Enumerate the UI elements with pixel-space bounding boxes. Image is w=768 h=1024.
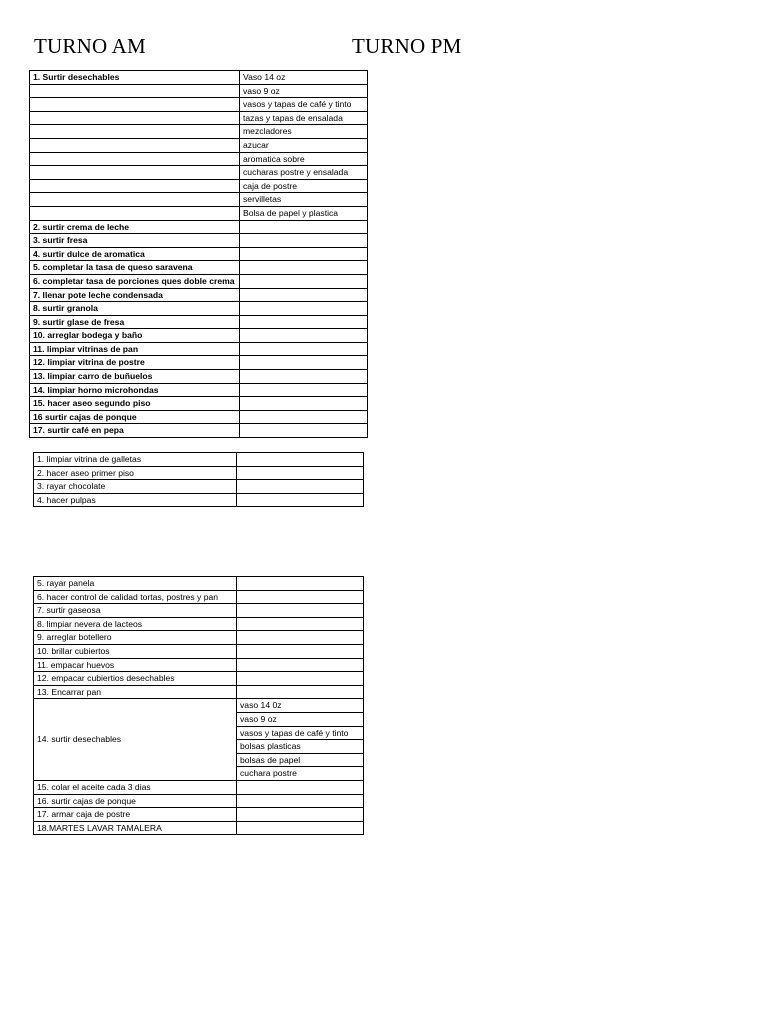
task-label: 5. completar la tasa de queso saravena [30, 261, 240, 275]
check-cell [237, 577, 364, 591]
pm-task-table-2 [33, 576, 364, 835]
task-label: 1. limpiar vitrina de galletas [34, 453, 237, 467]
table-row [34, 617, 364, 631]
check-cell [237, 685, 364, 699]
empty-cell [30, 138, 240, 152]
table-row [30, 397, 368, 411]
subitem: bolsas plasticas [237, 740, 364, 754]
check-cell [237, 644, 364, 658]
check-cell [240, 247, 368, 261]
table-row [34, 577, 364, 591]
subitem: bolsas de papel [237, 753, 364, 767]
check-cell [240, 261, 368, 275]
check-cell [240, 383, 368, 397]
task-label: 15. colar el aceite cada 3 dias [34, 780, 237, 794]
task-label: 17. surtir café en pepa [30, 424, 240, 438]
check-cell [240, 356, 368, 370]
subitem: Vaso 14 oz [240, 71, 368, 85]
check-cell [237, 480, 364, 494]
subitem: aromatica sobre [240, 152, 368, 166]
table-row [34, 480, 364, 494]
table-row [30, 329, 368, 343]
table-row [34, 604, 364, 618]
table-row [30, 111, 368, 125]
subitem: servilletas [240, 193, 368, 207]
task-label: 4. hacer pulpas [34, 493, 237, 507]
check-cell [237, 658, 364, 672]
subitem: cuchara postre [237, 767, 364, 781]
check-cell [237, 590, 364, 604]
table-row [30, 152, 368, 166]
table-row [30, 179, 368, 193]
task-label: 12. empacar cubiertios desechables [34, 672, 237, 686]
empty-cell [30, 179, 240, 193]
table-row [30, 193, 368, 207]
task-label: 10. arreglar bodega y baño [30, 329, 240, 343]
table-row [30, 206, 368, 220]
task-label: 13. Encarrar pan [34, 685, 237, 699]
table-row [30, 342, 368, 356]
task-label: 7. surtir gaseosa [34, 604, 237, 618]
table-row [34, 644, 364, 658]
empty-cell [30, 98, 240, 112]
task-label: 9. arreglar botellero [34, 631, 237, 645]
table-row [34, 780, 364, 794]
task-label: 11. limpiar vitrinas de pan [30, 342, 240, 356]
task-label: 15. hacer aseo segundo piso [30, 397, 240, 411]
check-cell [240, 315, 368, 329]
check-cell [240, 220, 368, 234]
task-label: 16 surtir cajas de ponque [30, 410, 240, 424]
check-cell [237, 493, 364, 507]
table-row [30, 98, 368, 112]
empty-cell [30, 84, 240, 98]
table-row [30, 71, 368, 85]
check-cell [237, 808, 364, 822]
task-label: 16. surtir cajas de ponque [34, 794, 237, 808]
table-row [34, 685, 364, 699]
table-row [30, 315, 368, 329]
table-row [30, 302, 368, 316]
table-row [30, 424, 368, 438]
task-label: 2. hacer aseo primer piso [34, 466, 237, 480]
check-cell [240, 329, 368, 343]
subitem: vasos y tapas de café y tinto [240, 98, 368, 112]
check-cell [240, 274, 368, 288]
subitem: vaso 9 oz [240, 84, 368, 98]
task-label: 10. brillar cubiertos [34, 644, 237, 658]
table-row [34, 672, 364, 686]
am-task-table [29, 70, 368, 438]
task-label: 8. limpiar nevera de lacteos [34, 617, 237, 631]
task-label: 17. armar caja de postre [34, 808, 237, 822]
subitem: azucar [240, 138, 368, 152]
table-row [30, 125, 368, 139]
table-row [30, 84, 368, 98]
table-row [30, 288, 368, 302]
check-cell [237, 794, 364, 808]
task-label: 12. limpiar vitrina de postre [30, 356, 240, 370]
task-label: 8. surtir granola [30, 302, 240, 316]
check-cell [237, 453, 364, 467]
check-cell [237, 604, 364, 618]
subitem: mezcladores [240, 125, 368, 139]
subitem: cucharas postre y ensalada [240, 166, 368, 180]
task-label: 14. surtir desechables [34, 699, 237, 781]
table-row [30, 138, 368, 152]
task-label: 11. empacar huevos [34, 658, 237, 672]
subitem: vaso 14 0z [237, 699, 364, 713]
task-label: 13. limpiar carro de buñuelos [30, 370, 240, 384]
check-cell [237, 780, 364, 794]
check-cell [240, 370, 368, 384]
table-row [34, 821, 364, 835]
empty-cell [30, 166, 240, 180]
task-label: 6. hacer control de calidad tortas, postres y pan [34, 590, 237, 604]
task-label: 5. rayar panela [34, 577, 237, 591]
task-label: 3. rayar chocolate [34, 480, 237, 494]
table-row [30, 234, 368, 248]
table-row [34, 794, 364, 808]
check-cell [237, 466, 364, 480]
pm-task-table-1 [33, 452, 364, 507]
table-row [34, 590, 364, 604]
task-label: 18.MARTES LAVAR TAMALERA [34, 821, 237, 835]
table-row [34, 699, 364, 713]
check-cell [237, 617, 364, 631]
table-row [34, 808, 364, 822]
empty-cell [30, 152, 240, 166]
task-label: 4. surtir dulce de aromatica [30, 247, 240, 261]
empty-cell [30, 125, 240, 139]
subitem: vaso 9 oz [237, 712, 364, 726]
task-label: 2. surtir crema de leche [30, 220, 240, 234]
table-row [30, 274, 368, 288]
check-cell [237, 631, 364, 645]
table-row [34, 658, 364, 672]
table-row [30, 370, 368, 384]
table-row [34, 453, 364, 467]
table-row [34, 466, 364, 480]
task-label: 6. completar tasa de porciones ques doble crema [30, 274, 240, 288]
empty-cell [30, 111, 240, 125]
check-cell [237, 672, 364, 686]
task-label: 3. surtir fresa [30, 234, 240, 248]
check-cell [237, 821, 364, 835]
check-cell [240, 397, 368, 411]
check-cell [240, 288, 368, 302]
task-label: 7. llenar pote leche condensada [30, 288, 240, 302]
empty-cell [30, 193, 240, 207]
table-row [30, 356, 368, 370]
turno-pm-heading: TURNO PM [352, 34, 462, 58]
task-label: 1. Surtir desechables [30, 71, 240, 85]
table-row [30, 220, 368, 234]
task-label: 14. limpiar horno microhondas [30, 383, 240, 397]
check-cell [240, 424, 368, 438]
table-row [30, 410, 368, 424]
subitem: tazas y tapas de ensalada [240, 111, 368, 125]
table-row [30, 261, 368, 275]
empty-cell [30, 206, 240, 220]
check-cell [240, 234, 368, 248]
table-row [30, 383, 368, 397]
subitem: Bolsa de papel y plastica [240, 206, 368, 220]
check-cell [240, 302, 368, 316]
subitem: caja de postre [240, 179, 368, 193]
subitem: vasos y tapas de café y tinto [237, 726, 364, 740]
table-row [30, 166, 368, 180]
table-row [34, 493, 364, 507]
check-cell [240, 342, 368, 356]
table-row [30, 247, 368, 261]
task-label: 9. surtir glase de fresa [30, 315, 240, 329]
table-row [34, 631, 364, 645]
check-cell [240, 410, 368, 424]
turno-am-heading: TURNO AM [34, 34, 146, 58]
